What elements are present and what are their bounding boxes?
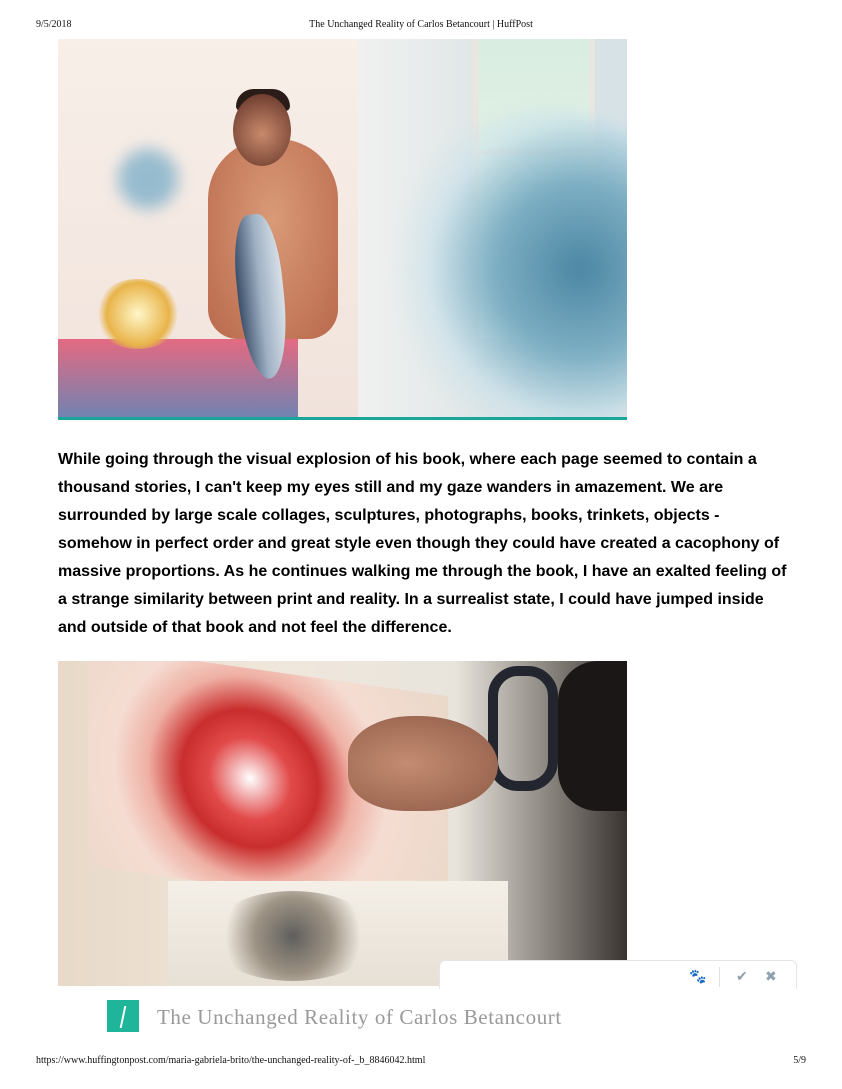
check-icon[interactable]: ✔ xyxy=(736,968,748,984)
print-date: 9/5/2018 xyxy=(36,19,72,30)
paw-icon[interactable]: 🐾 xyxy=(689,968,707,984)
floating-toolbar xyxy=(439,960,797,989)
article-photo-book-pages xyxy=(58,661,627,986)
article-photo-artist-with-fish xyxy=(58,39,627,420)
banner-title: The Unchanged Reality of Carlos Betancourt xyxy=(157,1005,562,1029)
article-paragraph: While going through the visual explosion of his book, where each page seemed to contain a thousand stories, I can't keep my eyes still and my gaze wanders in amazement. We are surrounded by large scale collages, sculptures, photographs, books, trinkets, objects - somehow in perfect order and great style even though they could have created a cacophony of massive proportions. As he continues walking me through the book, I have an exalted feeling of a strange similarity between print and reality. In a surrealist state, I could have jumped inside and outside of that book and not feel the difference. xyxy=(58,451,787,636)
page-url: https://www.huffingtonpost.com/maria-gabriela-brito/the-unchanged-reality-of-_b_8846042.html xyxy=(36,1055,426,1066)
toolbar-divider xyxy=(719,967,720,987)
close-icon[interactable]: ✖ xyxy=(765,968,777,984)
print-title: The Unchanged Reality of Carlos Betancourt | HuffPost xyxy=(309,19,533,30)
page-number: 5/9 xyxy=(793,1055,806,1066)
article-banner xyxy=(107,1000,707,1034)
huffpost-logo-icon[interactable] xyxy=(107,1000,139,1032)
print-header xyxy=(36,19,806,33)
